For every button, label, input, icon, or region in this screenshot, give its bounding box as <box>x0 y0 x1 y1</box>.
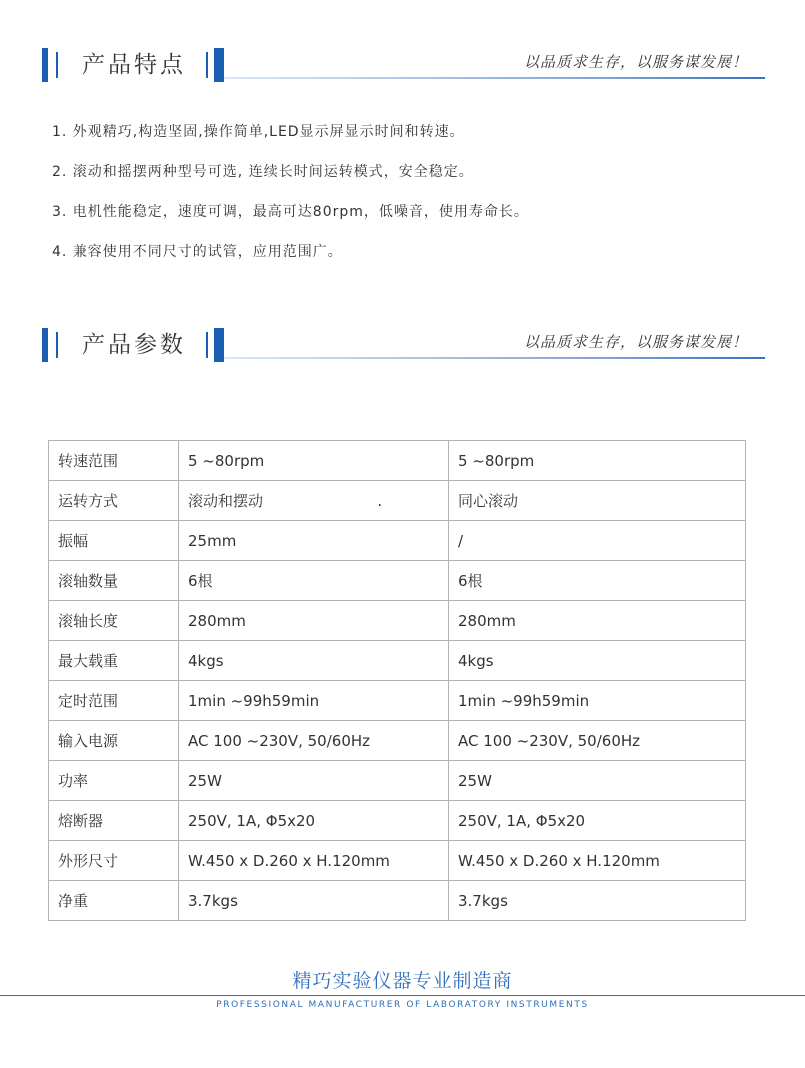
param-value-model-a: 25W <box>179 761 449 801</box>
footer-subtitle: PROFESSIONAL MANUFACTURER OF LABORATORY INSTRUMENTS <box>216 1000 589 1010</box>
param-label: 运转方式 <box>49 481 179 521</box>
header-accent-bar <box>42 48 48 82</box>
header-accent-bar <box>206 332 208 358</box>
param-value-model-a: 4kgs <box>179 641 449 681</box>
footer-divider <box>0 995 805 996</box>
params-section-header <box>0 328 805 368</box>
param-value-model-b: 280mm <box>449 601 746 641</box>
features-slogan: 以品质求生存，以服务谋发展！ <box>523 53 748 71</box>
param-value-model-a: 25mm <box>179 521 449 561</box>
header-accent-bar <box>214 48 224 82</box>
param-label: 熔断器 <box>49 801 179 841</box>
param-value-model-b: 同心滚动 <box>449 481 746 521</box>
table-row <box>49 641 746 681</box>
param-value-model-b: / <box>449 521 746 561</box>
param-value-model-a: 280mm <box>179 601 449 641</box>
params-table <box>48 440 746 921</box>
features-list <box>52 122 752 282</box>
feature-item: 4. 兼容使用不同尺寸的试管，应用范围广。 <box>52 244 343 260</box>
feature-item: 1. 外观精巧,构造坚固,操作简单,LED显示屏显示时间和转速。 <box>52 124 465 140</box>
param-value-model-a: 250V, 1A, Φ5x20 <box>179 801 449 841</box>
param-label: 振幅 <box>49 521 179 561</box>
table-row <box>49 441 746 481</box>
features-title: 产品特点 <box>82 52 186 78</box>
param-value-model-b: 250V, 1A, Φ5x20 <box>449 801 746 841</box>
param-label: 输入电源 <box>49 721 179 761</box>
header-accent-bar <box>206 52 208 78</box>
param-value-model-a: 3.7kgs <box>179 881 449 921</box>
header-accent-bar <box>42 328 48 362</box>
param-label: 最大载重 <box>49 641 179 681</box>
table-row <box>49 881 746 921</box>
param-value-model-b: 4kgs <box>449 641 746 681</box>
header-accent-bar <box>214 328 224 362</box>
header-accent-bar <box>56 332 58 358</box>
params-slogan: 以品质求生存，以服务谋发展！ <box>523 333 748 351</box>
param-label: 外形尺寸 <box>49 841 179 881</box>
param-label: 净重 <box>49 881 179 921</box>
param-value-model-b: 1min ~99h59min <box>449 681 746 721</box>
table-row <box>49 521 746 561</box>
table-row <box>49 681 746 721</box>
param-value-model-a: 滚动和摆动 . <box>179 481 449 521</box>
param-value-model-b: W.450 x D.260 x H.120mm <box>449 841 746 881</box>
param-label: 功率 <box>49 761 179 801</box>
param-label: 转速范围 <box>49 441 179 481</box>
param-value-model-a: 1min ~99h59min <box>179 681 449 721</box>
table-row <box>49 801 746 841</box>
header-underline <box>224 357 765 359</box>
param-label: 滚轴长度 <box>49 601 179 641</box>
table-row <box>49 481 746 521</box>
param-value-model-b: 6根 <box>449 561 746 601</box>
footer-title: 精巧实验仪器专业制造商 <box>292 970 513 992</box>
param-value-model-b: 3.7kgs <box>449 881 746 921</box>
param-value-model-b: 25W <box>449 761 746 801</box>
table-row <box>49 601 746 641</box>
table-row <box>49 841 746 881</box>
params-title: 产品参数 <box>82 332 186 358</box>
param-value-model-a: W.450 x D.260 x H.120mm <box>179 841 449 881</box>
param-label: 滚轴数量 <box>49 561 179 601</box>
header-underline <box>224 77 765 79</box>
param-value-model-a: AC 100 ~230V, 50/60Hz <box>179 721 449 761</box>
table-row <box>49 761 746 801</box>
table-row <box>49 561 746 601</box>
param-label: 定时范围 <box>49 681 179 721</box>
param-value-model-b: 5 ~80rpm <box>449 441 746 481</box>
features-section-header <box>0 48 805 88</box>
feature-item: 2. 滚动和摇摆两种型号可选, 连续长时间运转模式，安全稳定。 <box>52 164 474 180</box>
param-value-model-a: 6根 <box>179 561 449 601</box>
param-value-model-a: 5 ~80rpm <box>179 441 449 481</box>
table-row <box>49 721 746 761</box>
header-accent-bar <box>56 52 58 78</box>
feature-item: 3. 电机性能稳定，速度可调，最高可达80rpm，低噪音，使用寿命长。 <box>52 204 529 220</box>
param-value-model-b: AC 100 ~230V, 50/60Hz <box>449 721 746 761</box>
